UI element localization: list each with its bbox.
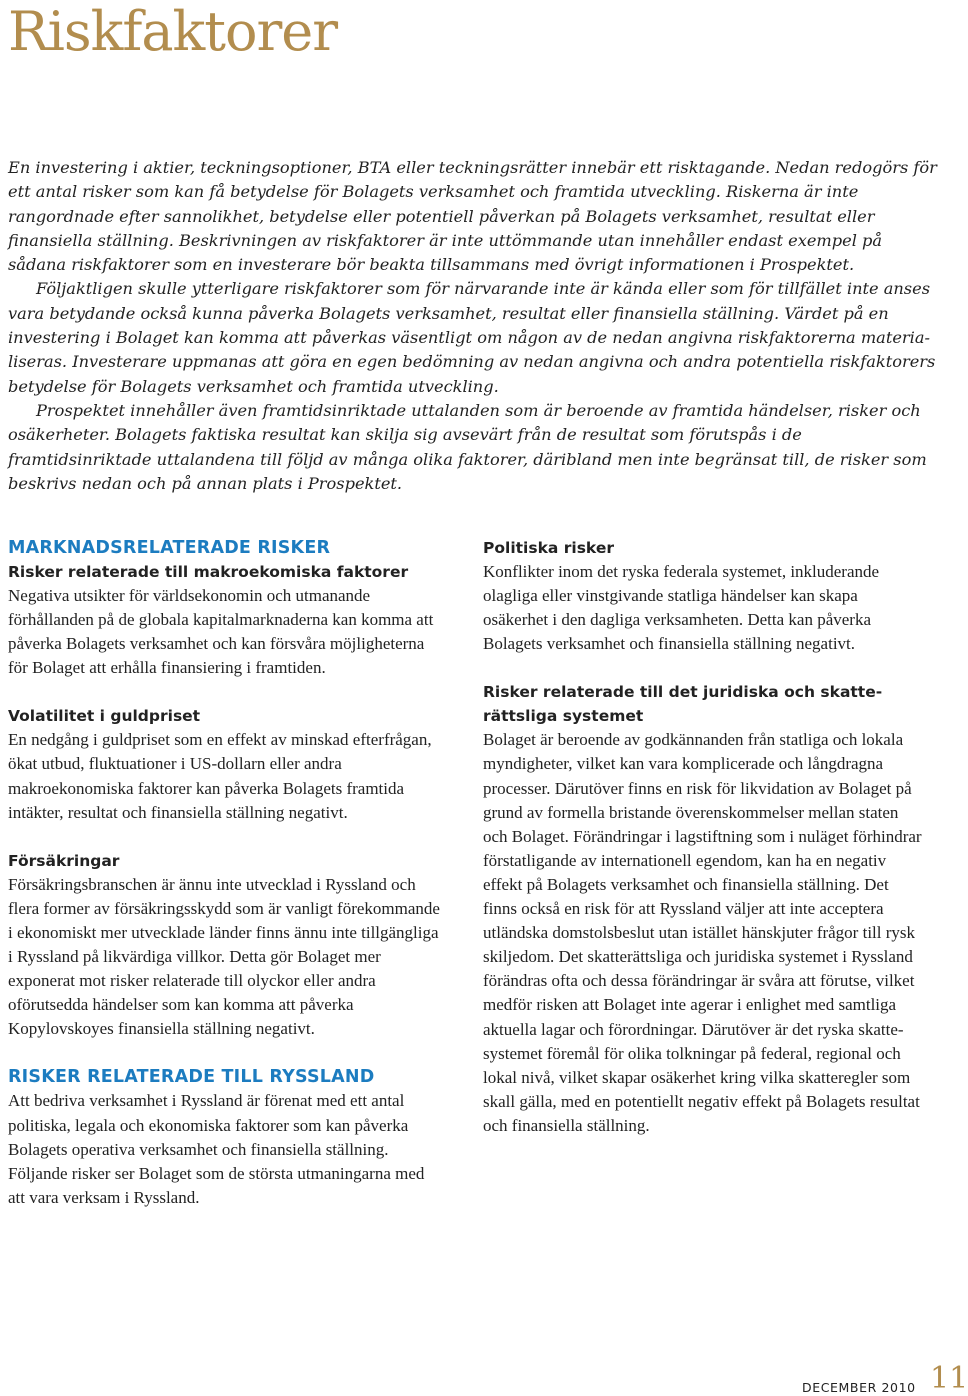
paragraph-russia: Att bedriva verksamhet i Ryssland är förenat med ett antal politiska, legala och ekonomiska faktorer som kan påverka Bolagets operativa verksamhet och finansiella ställning. Följande risker ser Bolaget som de största utmaningarna med att vara verksam i Ryssland. bbox=[8, 1091, 425, 1207]
intro-section bbox=[8, 156, 943, 496]
paragraph-insurance: Försäkringsbranschen är ännu inte utvecklad i Ryssland och flera former av försäkringsskydd som är vanligt förekommande i ekonomiskt mer utvecklade länder finns ännu inte tillgängliga i Ryssland på likvärdiga villkor. Detta gör Bolaget mer exponerat mot risker relaterade till olyckor eller andra oförutsedda händelser som kan komma att påverka Kopylovskoyes finansiella ställning negativt. bbox=[8, 874, 440, 1039]
intro-paragraph-3: Prospektet innehåller även framtidsinriktade uttalanden som är beroende av framtida händelser, risker och osäkerheter. Bolagets faktiska resultat kan skilja sig avsevärt från de resultat som förutspås i de framtidsinriktade uttalandena till följd av många olika faktorer, däribland men inte begränsat till, de risker som beskrivs nedan och på annan plats i Prospektet. bbox=[8, 400, 927, 493]
spacer bbox=[8, 825, 444, 849]
subheading-gold: Volatilitet i guldpriset bbox=[8, 707, 201, 726]
paragraph-macro: Negativa utsikter för världsekonomin och utmanande förhållanden på de globala kapitalmarknaderna kan komma att påverka Bolagets verksamhet och kan försvåra möjligheterna för Bolaget att erhålla finansiering i framtiden. bbox=[8, 586, 434, 678]
intro-paragraph-2: Följaktligen skulle ytterligare riskfaktorer som för närvarande inte är kända eller som för tillfället inte anses vara betydande också kunna påverka Bolagets verksamhet, resultat eller finansiella ställning. Värdet på en investering i Bolaget kan komma att påverkas väsentligt om någon av de nedan angivna riskfaktorerna materialiseras. Investerare uppmanas att göra en egen bedömning av nedan angivna och andra potentiella riskfaktorers betydelse för Bolagets verksamhet och framtida utveckling. bbox=[8, 279, 936, 396]
section-heading-market: MARKNADSRELATERADE RISKER bbox=[8, 538, 331, 558]
section-heading-russia: RISKER RELATERADE TILL RYSSLAND bbox=[8, 1067, 375, 1088]
left-column bbox=[8, 536, 444, 1210]
subheading-legal: Risker relaterade till det juridiska och skatterättsliga systemet bbox=[483, 683, 883, 726]
paragraph-gold: En nedgång i guldpriset som en effekt av minskad efterfrågan, ökat utbud, fluktuationer i US-dollarn eller andra makroekonomiska faktorer kan påverka Bolagets framtida intäkter, resultat och finansiella ställning negativt. bbox=[8, 730, 432, 822]
subheading-political: Politiska risker bbox=[483, 539, 614, 557]
intro-paragraph-1: En investering i aktier, teckningsoptioner, BTA eller teckningsrätter innebär ett risktagande. Nedan redogörs för ett antal risker som kan få betydelse för Bolagets verksamhet och framtida utveckling. Riskerna är inte rangordnade efter sannolikhet, betydelse eller potentiell påverkan på Bolagets verksamhet, resultat eller finansiella ställning. Beskrivningen av riskfaktorer är inte uttömmande utan innehåller endast exempel på sådana riskfaktorer som en investerare bör beakta tillsammans med övrigt informationen i Prospektet. bbox=[8, 158, 937, 275]
page-title: Riskfaktorer bbox=[8, 0, 338, 63]
page-number: 11 bbox=[930, 1361, 968, 1396]
footer-date: DECEMBER 2010 bbox=[802, 1380, 916, 1395]
subheading-insurance: Försäkringar bbox=[8, 851, 120, 870]
subheading-macro: Risker relaterade till makroekomiska faktorer bbox=[8, 563, 409, 581]
right-column bbox=[483, 536, 923, 1138]
paragraph-political: Konflikter inom det ryska federala systemet, inkluderande olagliga eller vinstgivande statliga händelser kan skapa osäkerhet i den dagliga verksamheten. Detta kan påverka Bolagets verksamhet och finansiella ställning negativt. bbox=[483, 562, 880, 654]
spacer bbox=[8, 1041, 444, 1065]
spacer bbox=[8, 680, 444, 704]
paragraph-legal: Bolaget är beroende av godkännanden från statliga och lokala myndigheter, vilket kan vara komplicerade och långdragna processer. Därutöver finns en risk för likvidation av Bolaget på grund av formella bristande överenskommelser mellan staten och Bolaget. Förändringar i lagstiftning som i nuläget förhindrar förstatligande av internationell egendom, kan ha en negativ effekt på Bolagets verksamhet och finansiella ställning. Det finns också en risk för att Ryssland väljer att inte acceptera utländska domstolsbeslut utan istället hänskjuter frågor till rysk skiljedom. Det skatterättsliga och juridiska systemet i Ryssland förändras ofta och dessa förändringar är svåra att förutse, vilket medför risken att Bolaget inte agerar i enlighet med samtliga aktuella lagar och förordningar. Därutöver är det ryska skattesystemet föremål för olika tolkningar på federal, regional och lokal nivå, vilket skapar osäkerhet kring vilka skatteregler som skall gälla, med en potentiellt negativ effekt på Bolagets resultat och finansiella ställning. bbox=[483, 730, 922, 1135]
spacer bbox=[483, 656, 923, 680]
